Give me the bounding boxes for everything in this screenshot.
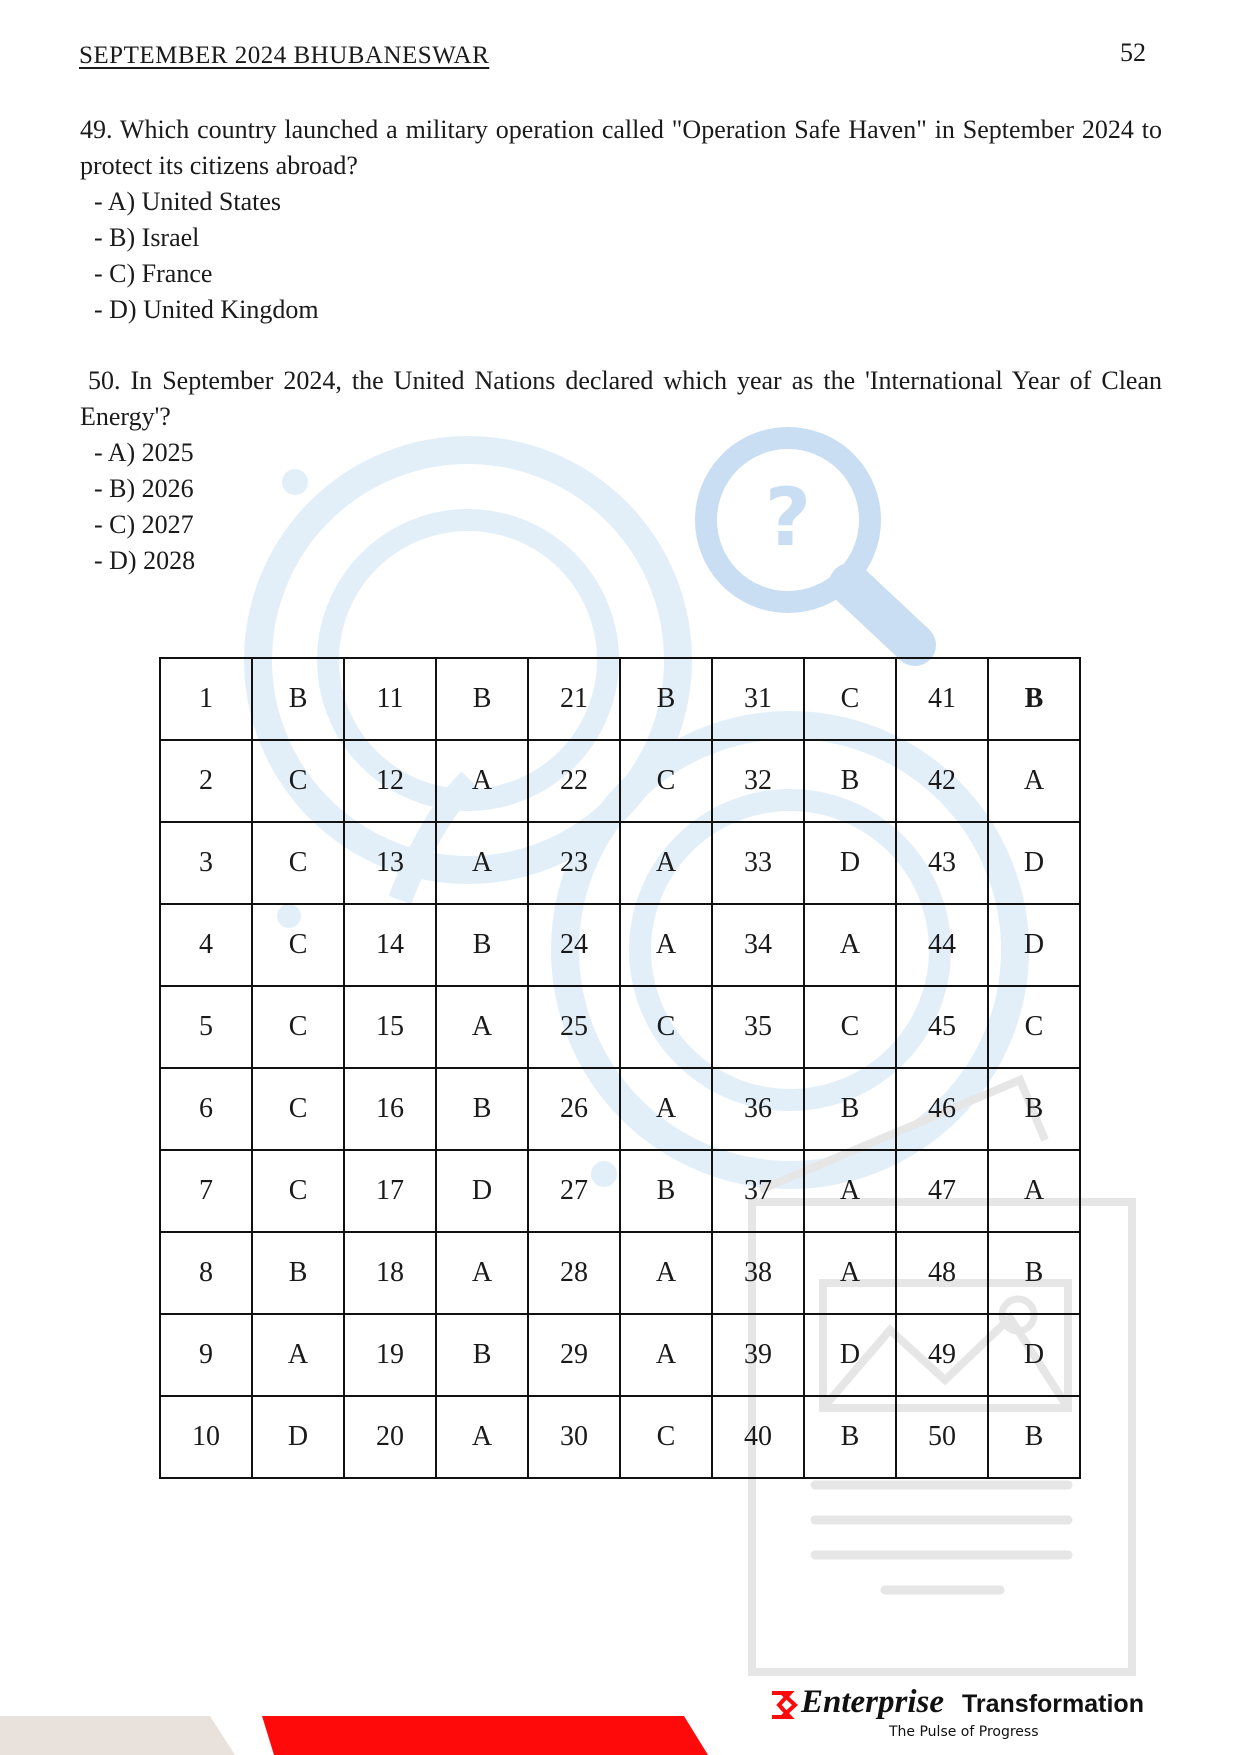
table-row	[160, 658, 1080, 740]
table-row	[160, 904, 1080, 986]
answer-cell: D	[436, 1150, 528, 1232]
answer-cell: B	[804, 1068, 896, 1150]
question-number-cell: 50	[896, 1396, 988, 1478]
answer-cell: B	[804, 740, 896, 822]
question-number-cell: 38	[712, 1232, 804, 1314]
question-number-cell: 18	[344, 1232, 436, 1314]
question-number-cell: 28	[528, 1232, 620, 1314]
answer-cell: B	[436, 1314, 528, 1396]
question-number-cell: 9	[160, 1314, 252, 1396]
question-number-cell: 5	[160, 986, 252, 1068]
question-number-cell: 6	[160, 1068, 252, 1150]
answer-cell: B	[252, 658, 344, 740]
question-number-cell: 30	[528, 1396, 620, 1478]
brand-word-transformation: Transformation	[962, 1690, 1144, 1718]
answer-cell: D	[988, 904, 1080, 986]
answer-cell: A	[988, 1150, 1080, 1232]
table-row	[160, 1232, 1080, 1314]
answer-cell: B	[988, 1068, 1080, 1150]
question-number-cell: 41	[896, 658, 988, 740]
answer-cell: D	[804, 822, 896, 904]
answer-cell: B	[436, 1068, 528, 1150]
answer-cell: C	[988, 986, 1080, 1068]
answer-cell: C	[252, 740, 344, 822]
question-number-cell: 34	[712, 904, 804, 986]
answer-cell: A	[804, 904, 896, 986]
question-number-cell: 4	[160, 904, 252, 986]
answer-cell: B	[988, 1396, 1080, 1478]
question-number-cell: 22	[528, 740, 620, 822]
question-number-cell: 20	[344, 1396, 436, 1478]
question-number-cell: 23	[528, 822, 620, 904]
question-number-cell: 26	[528, 1068, 620, 1150]
question-number-cell: 40	[712, 1396, 804, 1478]
question-number-cell: 12	[344, 740, 436, 822]
brand-tagline: The Pulse of Progress	[889, 1724, 1039, 1740]
table-row	[160, 1150, 1080, 1232]
question-number-cell: 25	[528, 986, 620, 1068]
answer-cell: A	[804, 1232, 896, 1314]
brand-logo	[770, 1684, 1165, 1748]
question-number-cell: 37	[712, 1150, 804, 1232]
answer-cell: D	[252, 1396, 344, 1478]
brand-chevron-icon	[770, 1690, 798, 1720]
answer-cell: A	[436, 986, 528, 1068]
answer-cell: D	[804, 1314, 896, 1396]
question-50	[80, 363, 1162, 579]
question-number-cell: 17	[344, 1150, 436, 1232]
answer-cell: C	[252, 986, 344, 1068]
question-number-cell: 2	[160, 740, 252, 822]
header-title: SEPTEMBER 2024 BHUBANESWAR	[79, 42, 490, 69]
answer-cell: D	[988, 1314, 1080, 1396]
answer-cell: C	[804, 658, 896, 740]
answer-cell: B	[988, 1232, 1080, 1314]
answer-cell: B	[988, 658, 1080, 740]
answer-cell: C	[620, 740, 712, 822]
answer-cell: A	[436, 1396, 528, 1478]
question-number-cell: 29	[528, 1314, 620, 1396]
question-number-cell: 24	[528, 904, 620, 986]
answer-cell: A	[804, 1150, 896, 1232]
answer-cell: C	[620, 986, 712, 1068]
option-c: - C) France	[94, 259, 213, 288]
answer-cell: A	[436, 740, 528, 822]
option-a: - A) United States	[94, 187, 282, 216]
answer-cell: B	[620, 1150, 712, 1232]
answer-cell: C	[252, 822, 344, 904]
question-number-cell: 48	[896, 1232, 988, 1314]
answer-cell: A	[620, 1068, 712, 1150]
question-number-cell: 27	[528, 1150, 620, 1232]
question-number-cell: 1	[160, 658, 252, 740]
question-number-cell: 11	[344, 658, 436, 740]
question-text: 49. Which country launched a military operation called "Operation Safe Haven" in September 2024 to protect its citizens abroad?	[80, 115, 1162, 180]
question-number-cell: 46	[896, 1068, 988, 1150]
answer-cell: A	[436, 1232, 528, 1314]
answer-cell: C	[804, 986, 896, 1068]
question-number-cell: 8	[160, 1232, 252, 1314]
question-number-cell: 36	[712, 1068, 804, 1150]
table-row	[160, 740, 1080, 822]
option-a: - A) 2025	[94, 438, 194, 467]
option-list	[80, 435, 1162, 579]
answer-cell: A	[620, 1314, 712, 1396]
table-row	[160, 1068, 1080, 1150]
question-number-cell: 49	[896, 1314, 988, 1396]
option-b: - B) 2026	[94, 474, 194, 503]
option-list	[80, 184, 1162, 328]
question-number-cell: 47	[896, 1150, 988, 1232]
footer-grey-band	[0, 1716, 235, 1755]
question-number-cell: 43	[896, 822, 988, 904]
question-number-cell: 7	[160, 1150, 252, 1232]
answer-key-table	[159, 657, 1081, 1479]
answer-cell: B	[252, 1232, 344, 1314]
question-number-cell: 16	[344, 1068, 436, 1150]
answer-cell: B	[436, 658, 528, 740]
option-d: - D) United Kingdom	[94, 295, 319, 324]
answer-cell: C	[252, 1068, 344, 1150]
question-number-cell: 31	[712, 658, 804, 740]
question-number-cell: 39	[712, 1314, 804, 1396]
answer-cell: B	[436, 904, 528, 986]
question-number-cell: 44	[896, 904, 988, 986]
answer-cell: A	[620, 1232, 712, 1314]
question-number-cell: 35	[712, 986, 804, 1068]
answer-cell: A	[436, 822, 528, 904]
table-row	[160, 986, 1080, 1068]
question-number-cell: 19	[344, 1314, 436, 1396]
answer-cell: A	[988, 740, 1080, 822]
table-row	[160, 822, 1080, 904]
question-number-cell: 13	[344, 822, 436, 904]
question-number-cell: 45	[896, 986, 988, 1068]
answer-cell: C	[252, 1150, 344, 1232]
answer-cell: C	[252, 904, 344, 986]
question-number-cell: 33	[712, 822, 804, 904]
question-number-cell: 10	[160, 1396, 252, 1478]
question-number-cell: 15	[344, 986, 436, 1068]
answer-cell: A	[620, 904, 712, 986]
answer-cell: A	[252, 1314, 344, 1396]
answer-cell: C	[620, 1396, 712, 1478]
table-row	[160, 1396, 1080, 1478]
question-number-cell: 32	[712, 740, 804, 822]
svg-text:?: ?	[764, 471, 812, 564]
footer-red-band	[262, 1716, 708, 1755]
answer-cell: B	[804, 1396, 896, 1478]
option-c: - C) 2027	[94, 510, 194, 539]
answer-cell: A	[620, 822, 712, 904]
question-number-cell: 42	[896, 740, 988, 822]
question-49	[80, 112, 1162, 328]
question-number-cell: 14	[344, 904, 436, 986]
option-d: - D) 2028	[94, 546, 196, 575]
brand-word-enterprise: Enterprise	[801, 1684, 945, 1720]
answer-cell: D	[988, 822, 1080, 904]
table-row	[160, 1314, 1080, 1396]
page-number: 52	[1120, 38, 1146, 67]
option-b: - B) Israel	[94, 223, 200, 252]
answer-key-body	[160, 658, 1080, 1478]
answer-cell: B	[620, 658, 712, 740]
question-number-cell: 3	[160, 822, 252, 904]
question-text: 50. In September 2024, the United Nations declared which year as the 'International Year of Clean Energy'?	[80, 366, 1162, 431]
question-number-cell: 21	[528, 658, 620, 740]
